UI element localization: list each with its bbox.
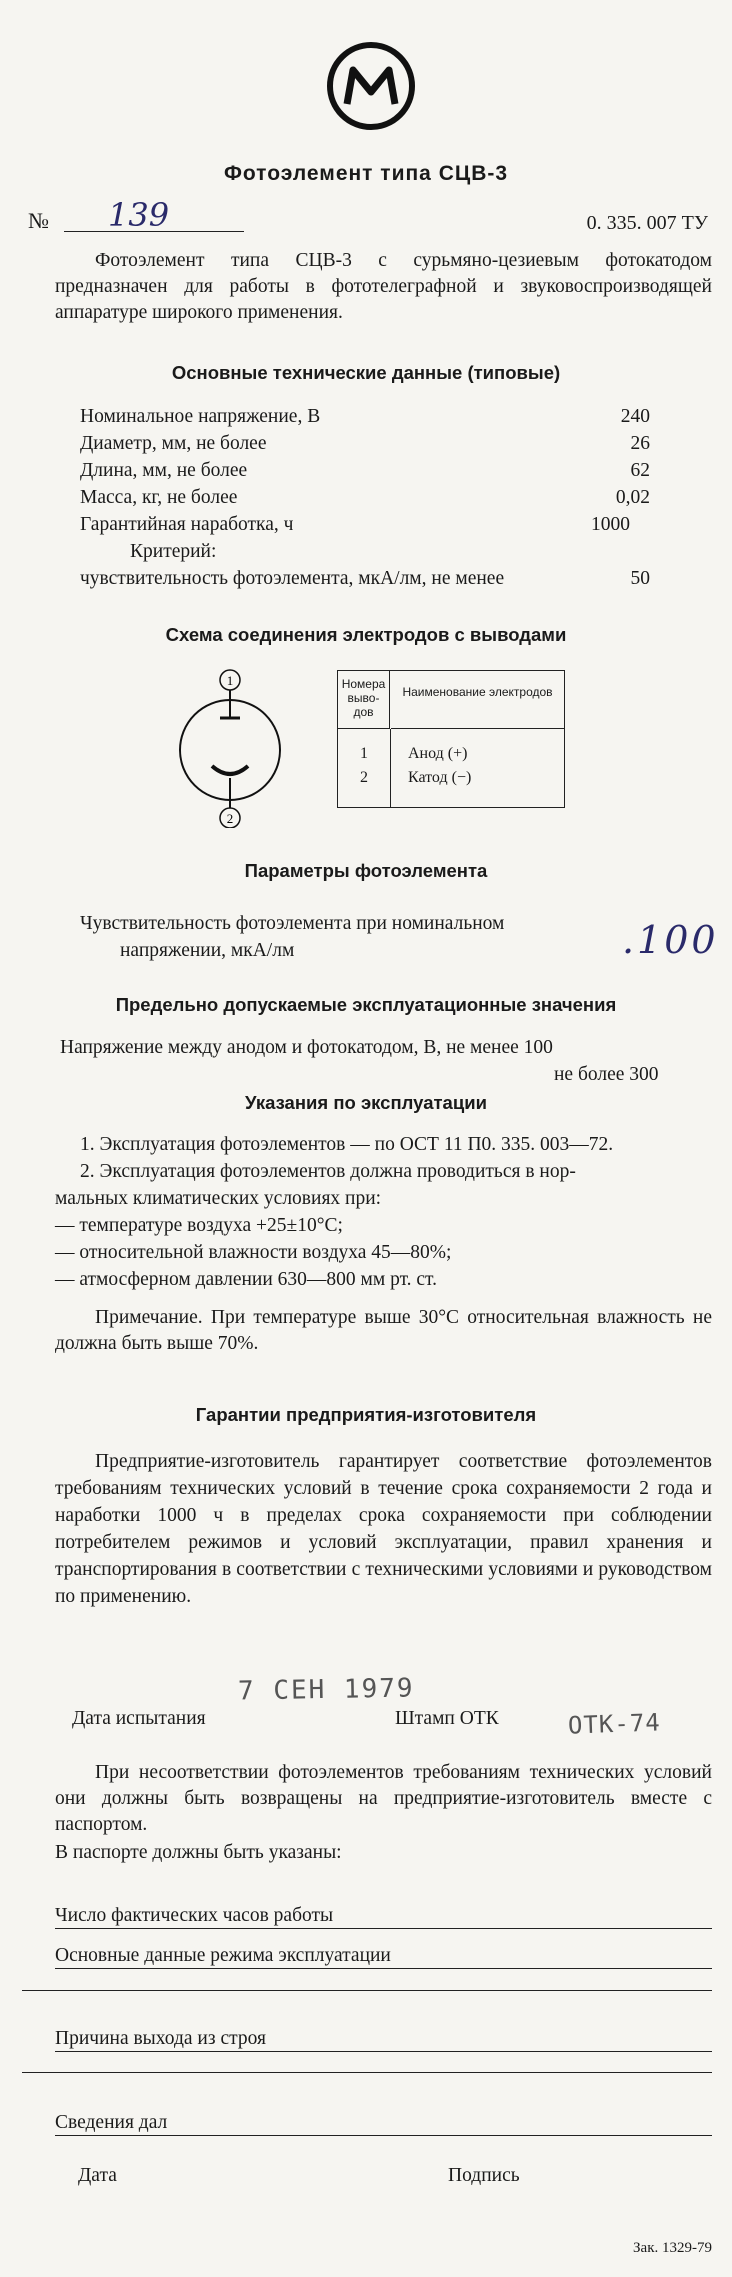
warranty-text: Предприятие-изготовитель гарантирует соответствие фотоэлементов требованиям технических условий в течение срока сохраняемости 2 года и наработки 1000 ч в пределах срока сохраняемости при соблюдении потребителем режимов и условий эксплуатации, правил хранения и транспортирования в соответствии с техническими условиями и руководством по применению. [55,1451,712,1607]
spec-value: 26 [630,433,650,454]
usage-bullet: — атмосферном давлении 630—800 мм рт. ст. [55,1269,437,1290]
spec-label: Номинальное напряжение, В [80,406,321,427]
fill-line [55,2135,712,2136]
params-line: Чувствительность фотоэлемента при номинальном [80,913,505,934]
mode-label: Основные данные режима эксплуатации [55,1945,395,1967]
date-label: Дата [78,2165,117,2186]
pinout-table [337,670,565,808]
pin-number: 1 [360,745,368,762]
limits-line: Напряжение между анодом и фотокатодом, В, не менее 100 [60,1037,553,1058]
return-text: При несоответствии фотоэлементов требованиям технических условий они должны быть возвращены на предприятие-изготовитель вместе с паспортом. [55,1762,712,1835]
order-number: Зак. 1329-79 [633,2240,712,2256]
usage-heading: Указания по эксплуатации [245,1092,487,1113]
spec-value: 62 [630,460,650,481]
usage-bullet: — относительной влажности воздуха 45—80%; [55,1242,452,1263]
spec-row [80,406,650,433]
failure-label: Причина выхода из строя [55,2028,270,2050]
table-row [338,745,564,769]
spec-row [80,433,650,460]
spec-label: Длина, мм, не более [80,460,248,481]
serial-number-row [28,198,708,236]
document-title: Фотоэлемент типа СЦВ-3 [223,162,509,185]
spec-value: 240 [620,406,650,427]
specs-list [80,406,650,595]
spec-label: Масса, кг, не более [80,487,238,508]
params-line: напряжении, мкА/лм [120,940,295,961]
hours-field[interactable] [55,1905,712,1937]
spec-row [80,541,650,568]
signature-label: Подпись [448,2165,520,2186]
mode-field[interactable] [55,1945,712,1977]
number-sign: № [28,208,49,233]
info-field[interactable] [55,2112,712,2144]
spec-value: 50 [630,568,650,589]
params-heading: Параметры фотоэлемента [244,860,488,881]
fill-line [55,1968,712,1969]
col-number-header: Номера выво-дов [338,671,390,729]
usage-item: 1. Эксплуатация фотоэлементов — по ОСТ 11 П0. 335. 003—72. [80,1134,614,1155]
usage-bullet: — температуре воздуха +25±10°С; [55,1215,343,1236]
blank-line [22,1990,712,1991]
info-label: Сведения дал [55,2112,171,2134]
manufacturer-logo [325,40,417,132]
spec-row [80,568,650,595]
limits-heading: Предельно допускаемые эксплуатационные значения [115,994,617,1015]
electrode-name: Катод (−) [408,769,472,786]
spec-label: Критерий: [130,541,217,562]
intro-paragraph: Фотоэлемент типа СЦВ-3 с сурьмяно-цезиевым фотокатодом предназначен для работы в фототелеграфной и звуковоспроизводящей аппаратуре широкого применения. [55,250,712,323]
fill-line [55,1928,712,1929]
usage-note: Примечание. При температуре выше 30°С относительная влажность не должна быть выше 70%. [55,1307,712,1354]
otk-label: Штамп ОТК [395,1708,499,1729]
sensitivity-handwritten: .100 [622,918,719,962]
spec-row [80,487,650,514]
table-row [338,769,564,793]
otk-stamp: ОТК-74 [567,1708,662,1740]
spec-label: Диаметр, мм, не более [80,433,267,454]
warranty-heading: Гарантии предприятия-изготовителя [195,1404,537,1425]
spec-value: 1000 [591,514,630,535]
test-date-stamp: 7 СЕН 1979 [237,1673,415,1707]
fill-line [55,2051,712,2052]
pin-label: 1 [226,673,234,688]
spec-row [80,514,650,541]
photocell-schematic [150,668,310,828]
col-name-header: Наименование электродов [391,671,564,729]
usage-item: мальных климатических условиях при: [55,1188,382,1209]
blank-line [22,2072,712,2073]
pinout-heading: Схема соединения электродов с выводами [165,624,567,645]
spec-row [80,460,650,487]
passport-must-label: В паспорте должны быть указаны: [55,1842,342,1863]
usage-item: 2. Эксплуатация фотоэлементов должна проводиться в нор- [80,1161,576,1182]
test-date-label: Дата испытания [72,1708,206,1729]
limits-line: не более 300 [554,1064,659,1085]
specs-heading: Основные технические данные (типовые) [171,362,561,383]
spec-value: 0,02 [615,487,650,508]
pin-label: 2 [226,811,234,826]
failure-field[interactable] [55,2028,712,2060]
standard-code: 0. 335. 007 ТУ [586,212,708,234]
serial-number-handwritten: 139 [108,196,170,234]
hours-label: Число фактических часов работы [55,1905,337,1927]
spec-label: чувствительность фотоэлемента, мкА/лм, не менее [80,568,505,589]
spec-label: Гарантийная наработка, ч [80,514,294,535]
electrode-name: Анод (+) [408,745,468,762]
serial-number-line [64,231,244,232]
pin-number: 2 [360,769,368,786]
